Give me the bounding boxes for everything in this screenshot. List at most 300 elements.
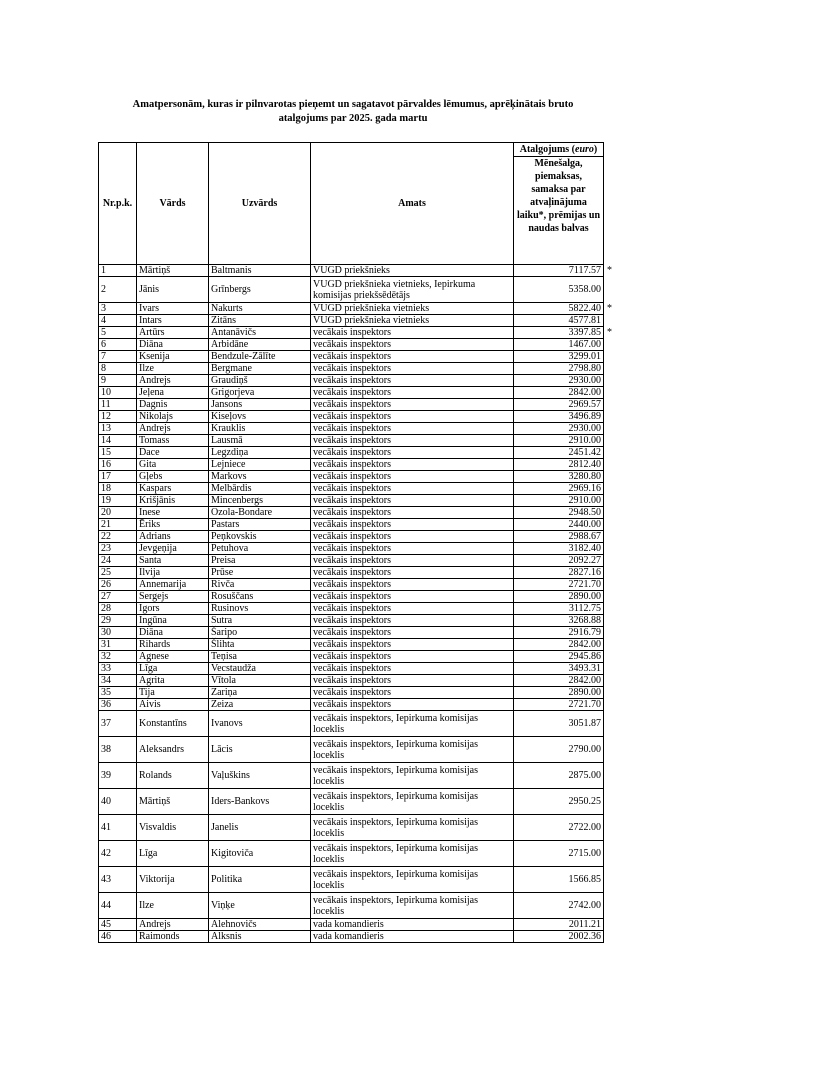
- salary-value: 2842.00: [568, 387, 601, 398]
- header-amats: Amats: [311, 143, 514, 265]
- cell-uzvards: Zitāns: [209, 315, 311, 327]
- cell-salary: [514, 931, 604, 943]
- cell-salary: [514, 815, 604, 841]
- cell-uzvards: Lausmā: [209, 435, 311, 447]
- cell-vards: Ilze: [137, 893, 209, 919]
- table-row: [99, 919, 604, 931]
- table-row: [99, 567, 604, 579]
- cell-vards: Ingūna: [137, 615, 209, 627]
- header-uzvards: Uzvārds: [209, 143, 311, 265]
- cell-nr: 32: [99, 651, 137, 663]
- cell-uzvards: Krauklis: [209, 423, 311, 435]
- salary-value: 3299.01: [568, 351, 601, 362]
- cell-nr: 42: [99, 841, 137, 867]
- table-body: [99, 265, 612, 943]
- header-atalgojums-prefix: Atalgojums (: [519, 144, 576, 155]
- table-row: [99, 351, 604, 363]
- table-row: [99, 651, 604, 663]
- table-row: [99, 327, 604, 339]
- cell-vards: Inese: [137, 507, 209, 519]
- table-row: [99, 375, 604, 387]
- cell-salary: [514, 387, 604, 399]
- cell-nr: 13: [99, 423, 137, 435]
- cell-amats: vecākais inspektors: [311, 483, 514, 495]
- cell-nr: 40: [99, 789, 137, 815]
- cell-amats: vecākais inspektors: [311, 555, 514, 567]
- salary-value: 2715.00: [568, 848, 601, 859]
- cell-vards: Aleksandrs: [137, 737, 209, 763]
- salary-value: 2721.70: [568, 699, 601, 710]
- header-atalgojums-unit: euro: [575, 144, 594, 155]
- cell-vards: Tija: [137, 687, 209, 699]
- cell-uzvards: Petuhova: [209, 543, 311, 555]
- cell-vards: Andrejs: [137, 423, 209, 435]
- cell-amats: vecākais inspektors: [311, 675, 514, 687]
- cell-uzvards: Pastars: [209, 519, 311, 531]
- salary-value: 3493.31: [568, 663, 601, 674]
- cell-vards: Ilze: [137, 363, 209, 375]
- salary-value: 2812.40: [568, 459, 601, 470]
- cell-amats: vecākais inspektors: [311, 543, 514, 555]
- cell-amats: vecākais inspektors: [311, 363, 514, 375]
- cell-vards: Andrejs: [137, 919, 209, 931]
- cell-uzvards: Prūse: [209, 567, 311, 579]
- cell-uzvards: Mincenbergs: [209, 495, 311, 507]
- cell-salary: [514, 507, 604, 519]
- cell-amats: vecākais inspektors: [311, 351, 514, 363]
- cell-salary: [514, 567, 604, 579]
- cell-nr: 44: [99, 893, 137, 919]
- table-row: [99, 639, 604, 651]
- table-row: [99, 763, 604, 789]
- cell-salary: [514, 339, 604, 351]
- cell-amats: VUGD priekšnieka vietnieks: [311, 303, 514, 315]
- cell-salary: [514, 615, 604, 627]
- cell-vards: Līga: [137, 841, 209, 867]
- table-row: [99, 531, 604, 543]
- cell-nr: 46: [99, 931, 137, 943]
- cell-nr: 17: [99, 471, 137, 483]
- salary-value: 7117.57: [568, 265, 601, 276]
- title-line-1: Amatpersonām, kuras ir pilnvarotas pieņemt un sagatavot pārvaldes lēmumus, aprēķinātais bruto: [132, 99, 574, 110]
- cell-uzvards: Ozola-Bondare: [209, 507, 311, 519]
- table-row: [99, 459, 604, 471]
- table-row: [99, 265, 604, 277]
- cell-uzvards: Grigorjeva: [209, 387, 311, 399]
- salary-value: 2910.00: [568, 435, 601, 446]
- salary-value: 3397.85: [568, 327, 601, 338]
- cell-salary: [514, 603, 604, 615]
- cell-vards: Igors: [137, 603, 209, 615]
- cell-nr: 3: [99, 303, 137, 315]
- salary-value: 4577.81: [568, 315, 601, 326]
- header-atalgojums-suffix: ): [593, 144, 598, 155]
- cell-uzvards: Alksnis: [209, 931, 311, 943]
- cell-uzvards: Ivanovs: [209, 711, 311, 737]
- salary-value: 2930.00: [568, 423, 601, 434]
- cell-nr: 29: [99, 615, 137, 627]
- cell-amats: vecākais inspektors, Iepirkuma komisijas loceklis: [311, 893, 514, 919]
- table-row: [99, 363, 604, 375]
- cell-uzvards: Markovs: [209, 471, 311, 483]
- cell-amats: vecākais inspektors: [311, 663, 514, 675]
- cell-vards: Adrians: [137, 531, 209, 543]
- cell-uzvards: Vecstaudža: [209, 663, 311, 675]
- salary-value: 1467.00: [568, 339, 601, 350]
- cell-amats: vecākais inspektors: [311, 519, 514, 531]
- cell-vards: Visvaldis: [137, 815, 209, 841]
- cell-uzvards: Sutra: [209, 615, 311, 627]
- cell-vards: Annemarija: [137, 579, 209, 591]
- salary-value: 5358.00: [568, 284, 601, 295]
- cell-salary: [514, 651, 604, 663]
- cell-nr: 6: [99, 339, 137, 351]
- table-row: [99, 447, 604, 459]
- table-row: [99, 711, 604, 737]
- cell-amats: vecākais inspektors: [311, 615, 514, 627]
- cell-salary: [514, 919, 604, 931]
- cell-nr: 39: [99, 763, 137, 789]
- cell-nr: 30: [99, 627, 137, 639]
- salary-table: [98, 142, 612, 943]
- salary-value: 2916.79: [568, 627, 601, 638]
- cell-vards: Andrejs: [137, 375, 209, 387]
- cell-amats: vecākais inspektors, Iepirkuma komisijas loceklis: [311, 815, 514, 841]
- cell-salary: [514, 303, 612, 315]
- table-row: [99, 423, 604, 435]
- table-row: [99, 315, 604, 327]
- cell-amats: vecākais inspektors: [311, 459, 514, 471]
- salary-value: 2945.86: [568, 651, 601, 662]
- table-row: [99, 435, 604, 447]
- table-row: [99, 399, 604, 411]
- cell-amats: vecākais inspektors: [311, 411, 514, 423]
- table-row: [99, 303, 604, 315]
- cell-amats: vecākais inspektors: [311, 387, 514, 399]
- cell-amats: vecākais inspektors: [311, 435, 514, 447]
- salary-value: 5822.40: [568, 303, 601, 314]
- cell-vards: Mārtiņš: [137, 789, 209, 815]
- cell-salary: [514, 315, 604, 327]
- cell-nr: 35: [99, 687, 137, 699]
- cell-vards: Rolands: [137, 763, 209, 789]
- cell-salary: [514, 375, 604, 387]
- cell-nr: 21: [99, 519, 137, 531]
- cell-vards: Nikolajs: [137, 411, 209, 423]
- cell-vards: Santa: [137, 555, 209, 567]
- cell-amats: vecākais inspektors, Iepirkuma komisijas loceklis: [311, 841, 514, 867]
- salary-value: 2842.00: [568, 639, 601, 650]
- cell-nr: 9: [99, 375, 137, 387]
- cell-vards: Dagnis: [137, 399, 209, 411]
- cell-salary: [514, 471, 604, 483]
- cell-uzvards: Melbārdis: [209, 483, 311, 495]
- cell-uzvards: Rosuščans: [209, 591, 311, 603]
- cell-vards: Viktorija: [137, 867, 209, 893]
- cell-vards: Jānis: [137, 277, 209, 303]
- cell-nr: 15: [99, 447, 137, 459]
- table-row: [99, 579, 604, 591]
- document-title: [98, 98, 608, 126]
- cell-amats: vecākais inspektors: [311, 447, 514, 459]
- cell-salary: [514, 699, 604, 711]
- cell-nr: 26: [99, 579, 137, 591]
- salary-value: 2790.00: [568, 744, 601, 755]
- cell-amats: vecākais inspektors: [311, 627, 514, 639]
- cell-amats: vecākais inspektors, Iepirkuma komisijas loceklis: [311, 789, 514, 815]
- cell-nr: 28: [99, 603, 137, 615]
- salary-value: 2890.00: [568, 687, 601, 698]
- cell-amats: vecākais inspektors: [311, 579, 514, 591]
- cell-uzvards: Lācis: [209, 737, 311, 763]
- cell-uzvards: Zariņa: [209, 687, 311, 699]
- salary-value: 2827.16: [568, 567, 601, 578]
- cell-amats: vecākais inspektors: [311, 471, 514, 483]
- cell-uzvards: Jansons: [209, 399, 311, 411]
- cell-amats: VUGD priekšnieka vietnieks, Iepirkuma komisijas priekšsēdētājs: [311, 277, 514, 303]
- cell-nr: 20: [99, 507, 137, 519]
- cell-salary: [514, 627, 604, 639]
- cell-vards: Agnese: [137, 651, 209, 663]
- cell-amats: vecākais inspektors: [311, 327, 514, 339]
- cell-nr: 2: [99, 277, 137, 303]
- cell-salary: [514, 363, 604, 375]
- salary-value: 3496.89: [568, 411, 601, 422]
- table-row: [99, 507, 604, 519]
- cell-uzvards: Šlihta: [209, 639, 311, 651]
- cell-uzvards: Šaripo: [209, 627, 311, 639]
- cell-uzvards: Nakurts: [209, 303, 311, 315]
- cell-nr: 14: [99, 435, 137, 447]
- cell-vards: Jeļena: [137, 387, 209, 399]
- cell-nr: 4: [99, 315, 137, 327]
- cell-salary: [514, 579, 604, 591]
- salary-footnote-marker: *: [607, 265, 612, 276]
- table-row: [99, 495, 604, 507]
- cell-salary: [514, 841, 604, 867]
- cell-uzvards: Preisa: [209, 555, 311, 567]
- cell-uzvards: Arbidāne: [209, 339, 311, 351]
- salary-value: 3182.40: [568, 543, 601, 554]
- cell-uzvards: Graudiņš: [209, 375, 311, 387]
- cell-nr: 18: [99, 483, 137, 495]
- cell-amats: vada komandieris: [311, 931, 514, 943]
- cell-uzvards: Kiseļovs: [209, 411, 311, 423]
- cell-salary: [514, 591, 604, 603]
- cell-vards: Agrita: [137, 675, 209, 687]
- cell-vards: Tomass: [137, 435, 209, 447]
- cell-salary: [514, 483, 604, 495]
- salary-value: 2950.25: [568, 796, 601, 807]
- cell-uzvards: Kigitoviča: [209, 841, 311, 867]
- salary-value: 2742.00: [568, 900, 601, 911]
- salary-value: 2092.27: [568, 555, 601, 566]
- salary-value: 2969.16: [568, 483, 601, 494]
- cell-nr: 24: [99, 555, 137, 567]
- salary-value: 2988.67: [568, 531, 601, 542]
- cell-uzvards: Peņkovskis: [209, 531, 311, 543]
- salary-value: 3112.75: [568, 603, 601, 614]
- salary-value: 2842.00: [568, 675, 601, 686]
- salary-value: 2721.70: [568, 579, 601, 590]
- cell-salary: [514, 399, 604, 411]
- cell-uzvards: Rusinovs: [209, 603, 311, 615]
- cell-nr: 22: [99, 531, 137, 543]
- salary-value: 2930.00: [568, 375, 601, 386]
- table-row: [99, 483, 604, 495]
- cell-vards: Dace: [137, 447, 209, 459]
- cell-salary: [514, 495, 604, 507]
- cell-salary: [514, 327, 612, 339]
- cell-uzvards: Rivča: [209, 579, 311, 591]
- cell-nr: 41: [99, 815, 137, 841]
- table-row: [99, 663, 604, 675]
- cell-uzvards: Zeiza: [209, 699, 311, 711]
- table-row: [99, 339, 604, 351]
- cell-nr: 8: [99, 363, 137, 375]
- cell-uzvards: Politika: [209, 867, 311, 893]
- cell-vards: Diāna: [137, 627, 209, 639]
- cell-salary: [514, 531, 604, 543]
- cell-amats: vecākais inspektors: [311, 399, 514, 411]
- cell-nr: 25: [99, 567, 137, 579]
- cell-salary: [514, 351, 604, 363]
- cell-salary: [514, 519, 604, 531]
- cell-nr: 7: [99, 351, 137, 363]
- cell-vards: Ivars: [137, 303, 209, 315]
- cell-uzvards: Antanāvičs: [209, 327, 311, 339]
- salary-value: 2451.42: [568, 447, 601, 458]
- cell-salary: [514, 789, 604, 815]
- table-row: [99, 687, 604, 699]
- cell-amats: vecākais inspektors: [311, 531, 514, 543]
- cell-nr: 33: [99, 663, 137, 675]
- cell-vards: Mārtiņš: [137, 265, 209, 277]
- cell-salary: [514, 737, 604, 763]
- salary-value: 2440.00: [568, 519, 601, 530]
- salary-value: 2969.57: [568, 399, 601, 410]
- table-row: [99, 591, 604, 603]
- cell-salary: [514, 893, 604, 919]
- table-row: [99, 867, 604, 893]
- cell-vards: Krišjānis: [137, 495, 209, 507]
- cell-vards: Līga: [137, 663, 209, 675]
- salary-value: 2722.00: [568, 822, 601, 833]
- cell-amats: vecākais inspektors, Iepirkuma komisijas loceklis: [311, 737, 514, 763]
- table-row: [99, 615, 604, 627]
- table-row: [99, 931, 604, 943]
- table-row: [99, 277, 604, 303]
- cell-salary: [514, 663, 604, 675]
- table-row: [99, 627, 604, 639]
- table-row: [99, 699, 604, 711]
- cell-amats: vecākais inspektors: [311, 591, 514, 603]
- cell-vards: Artūrs: [137, 327, 209, 339]
- table-row: [99, 737, 604, 763]
- cell-vards: Gļebs: [137, 471, 209, 483]
- table-row: [99, 603, 604, 615]
- salary-value: 3051.87: [568, 718, 601, 729]
- cell-nr: 38: [99, 737, 137, 763]
- cell-nr: 31: [99, 639, 137, 651]
- cell-vards: Konstantīns: [137, 711, 209, 737]
- header-nr: Nr.p.k.: [99, 143, 137, 265]
- cell-vards: Ilvija: [137, 567, 209, 579]
- salary-value: 2890.00: [568, 591, 601, 602]
- cell-vards: Ksenija: [137, 351, 209, 363]
- cell-uzvards: Bergmane: [209, 363, 311, 375]
- cell-amats: vecākais inspektors: [311, 423, 514, 435]
- cell-salary: [514, 459, 604, 471]
- cell-amats: VUGD priekšnieka vietnieks: [311, 315, 514, 327]
- header-atalgojums-sub: Mēnešalga, piemaksas, samaksa par atvaļinājuma laiku*, prēmijas un naudas balvas: [514, 157, 604, 265]
- salary-value: 2002.36: [568, 931, 601, 942]
- cell-nr: 27: [99, 591, 137, 603]
- cell-vards: Gita: [137, 459, 209, 471]
- table-row: [99, 519, 604, 531]
- cell-uzvards: Bendzule-Zālīte: [209, 351, 311, 363]
- cell-salary: [514, 543, 604, 555]
- cell-nr: 19: [99, 495, 137, 507]
- cell-salary: [514, 711, 604, 737]
- table-row: [99, 543, 604, 555]
- table-row: [99, 555, 604, 567]
- cell-amats: vecākais inspektors, Iepirkuma komisijas loceklis: [311, 711, 514, 737]
- cell-salary: [514, 447, 604, 459]
- cell-nr: 43: [99, 867, 137, 893]
- cell-amats: vecākais inspektors: [311, 639, 514, 651]
- table-row: [99, 471, 604, 483]
- cell-salary: [514, 265, 612, 277]
- cell-nr: 37: [99, 711, 137, 737]
- cell-salary: [514, 675, 604, 687]
- salary-value: 2011.21: [568, 919, 601, 930]
- cell-nr: 5: [99, 327, 137, 339]
- title-line-2: atalgojums par 2025. gada martu: [278, 113, 428, 124]
- cell-nr: 23: [99, 543, 137, 555]
- cell-uzvards: Vītola: [209, 675, 311, 687]
- cell-amats: VUGD priekšnieks: [311, 265, 514, 277]
- salary-value: 2910.00: [568, 495, 601, 506]
- cell-salary: [514, 867, 604, 893]
- cell-vards: Intars: [137, 315, 209, 327]
- cell-nr: 12: [99, 411, 137, 423]
- cell-uzvards: Viņķe: [209, 893, 311, 919]
- cell-uzvards: Baltmanis: [209, 265, 311, 277]
- cell-uzvards: Iders-Bankovs: [209, 789, 311, 815]
- cell-vards: Raimonds: [137, 931, 209, 943]
- cell-amats: vecākais inspektors: [311, 375, 514, 387]
- cell-uzvards: Legzdiņa: [209, 447, 311, 459]
- cell-amats: vecākais inspektors: [311, 339, 514, 351]
- table-row: [99, 675, 604, 687]
- cell-vards: Kaspars: [137, 483, 209, 495]
- salary-value: 1566.85: [568, 874, 601, 885]
- cell-nr: 11: [99, 399, 137, 411]
- cell-amats: vecākais inspektors: [311, 699, 514, 711]
- cell-salary: [514, 411, 604, 423]
- header-vards: Vārds: [137, 143, 209, 265]
- header-atalgojums: [514, 143, 604, 157]
- salary-footnote-marker: *: [607, 303, 612, 314]
- cell-nr: 45: [99, 919, 137, 931]
- cell-salary: [514, 639, 604, 651]
- cell-vards: Diāna: [137, 339, 209, 351]
- table-row: [99, 411, 604, 423]
- cell-salary: [514, 277, 604, 303]
- cell-salary: [514, 435, 604, 447]
- cell-nr: 10: [99, 387, 137, 399]
